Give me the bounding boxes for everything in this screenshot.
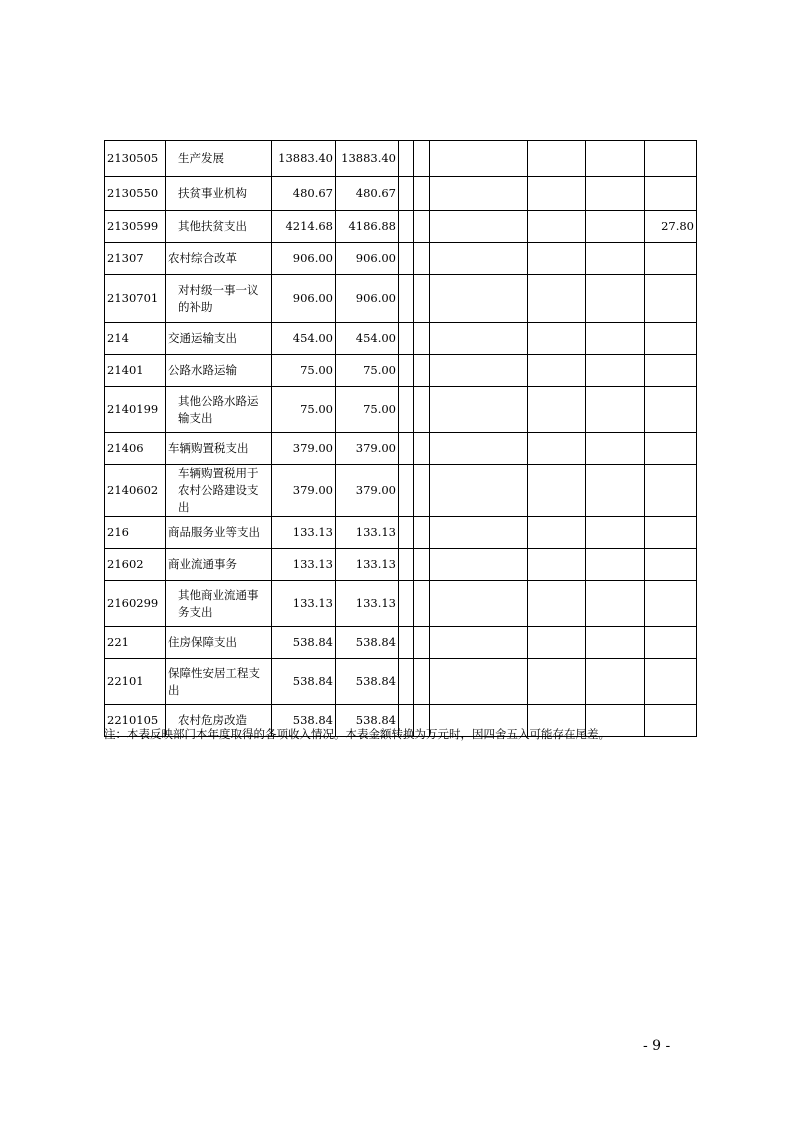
cell-basic: 454.00 <box>336 323 399 355</box>
cell-basic: 133.13 <box>336 517 399 549</box>
cell-col8 <box>645 627 697 659</box>
cell-code: 2130701 <box>105 275 166 323</box>
cell-col4 <box>414 581 430 627</box>
cell-col6 <box>528 581 586 627</box>
cell-col5 <box>430 659 528 705</box>
cell-col7 <box>586 433 645 465</box>
table-row <box>105 323 697 355</box>
cell-col8 <box>645 141 697 177</box>
cell-col8 <box>645 705 697 737</box>
cell-col6 <box>528 517 586 549</box>
cell-col5 <box>430 627 528 659</box>
cell-name: 扶贫事业机构 <box>166 177 272 211</box>
cell-col6 <box>528 627 586 659</box>
cell-col8 <box>645 659 697 705</box>
table-note: 注：本表反映部门本年度取得的各项收入情况。本表金额转换为万元时，因四舍五入可能存在尾差。 <box>104 727 610 741</box>
cell-col6 <box>528 275 586 323</box>
cell-total: 133.13 <box>272 581 336 627</box>
cell-code: 2140199 <box>105 387 166 433</box>
cell-col5 <box>430 275 528 323</box>
cell-col5 <box>430 243 528 275</box>
cell-name: 交通运输支出 <box>166 323 272 355</box>
cell-basic: 480.67 <box>336 177 399 211</box>
table-row <box>105 465 697 517</box>
cell-col8 <box>645 433 697 465</box>
cell-col7 <box>586 465 645 517</box>
cell-col6 <box>528 211 586 243</box>
cell-name: 车辆购置税支出 <box>166 433 272 465</box>
cell-col8 <box>645 517 697 549</box>
cell-basic: 133.13 <box>336 581 399 627</box>
cell-col4 <box>414 627 430 659</box>
cell-col3 <box>399 141 414 177</box>
cell-basic: 906.00 <box>336 275 399 323</box>
cell-col5 <box>430 433 528 465</box>
cell-code: 21406 <box>105 433 166 465</box>
cell-col4 <box>414 355 430 387</box>
cell-col4 <box>414 387 430 433</box>
cell-col3 <box>399 211 414 243</box>
cell-col3 <box>399 549 414 581</box>
cell-col3 <box>399 627 414 659</box>
table-row <box>105 243 697 275</box>
cell-col6 <box>528 243 586 275</box>
cell-total: 454.00 <box>272 323 336 355</box>
cell-col6 <box>528 177 586 211</box>
cell-col4 <box>414 243 430 275</box>
cell-col8 <box>645 581 697 627</box>
cell-name: 对村级一事一议的补助 <box>166 275 272 323</box>
cell-total: 480.67 <box>272 177 336 211</box>
cell-col3 <box>399 659 414 705</box>
cell-col6 <box>528 659 586 705</box>
cell-basic: 4186.88 <box>336 211 399 243</box>
cell-col8 <box>645 549 697 581</box>
cell-name: 住房保障支出 <box>166 627 272 659</box>
table-row <box>105 275 697 323</box>
cell-col5 <box>430 323 528 355</box>
table-row <box>105 517 697 549</box>
cell-code: 21401 <box>105 355 166 387</box>
cell-code: 214 <box>105 323 166 355</box>
cell-col3 <box>399 465 414 517</box>
cell-col6 <box>528 433 586 465</box>
table-row <box>105 433 697 465</box>
cell-col7 <box>586 355 645 387</box>
cell-col7 <box>586 323 645 355</box>
cell-col7 <box>586 211 645 243</box>
cell-col3 <box>399 517 414 549</box>
table-row <box>105 549 697 581</box>
cell-name: 其他商业流通事务支出 <box>166 581 272 627</box>
cell-col5 <box>430 141 528 177</box>
table-body <box>105 141 697 737</box>
cell-total: 75.00 <box>272 355 336 387</box>
cell-code: 22101 <box>105 659 166 705</box>
cell-total: 379.00 <box>272 465 336 517</box>
cell-col7 <box>586 581 645 627</box>
cell-col4 <box>414 659 430 705</box>
cell-col7 <box>586 177 645 211</box>
cell-name: 其他公路水路运输支出 <box>166 387 272 433</box>
table-row <box>105 659 697 705</box>
cell-name: 生产发展 <box>166 141 272 177</box>
table-row <box>105 177 697 211</box>
cell-total: 538.84 <box>272 659 336 705</box>
cell-basic: 379.00 <box>336 465 399 517</box>
cell-col3 <box>399 243 414 275</box>
cell-total: 75.00 <box>272 387 336 433</box>
cell-col4 <box>414 275 430 323</box>
cell-total: 133.13 <box>272 549 336 581</box>
cell-col8 <box>645 465 697 517</box>
table-row <box>105 581 697 627</box>
cell-name: 其他扶贫支出 <box>166 211 272 243</box>
cell-total: 538.84 <box>272 627 336 659</box>
cell-basic: 379.00 <box>336 433 399 465</box>
cell-code: 2210105 <box>105 705 166 737</box>
cell-total: 538.84 <box>272 705 336 737</box>
cell-col4 <box>414 211 430 243</box>
cell-basic: 75.00 <box>336 355 399 387</box>
cell-name: 商业流通事务 <box>166 549 272 581</box>
cell-basic: 906.00 <box>336 243 399 275</box>
page-number: - 9 - <box>643 1038 671 1054</box>
cell-col8 <box>645 323 697 355</box>
cell-basic: 538.84 <box>336 659 399 705</box>
cell-total: 906.00 <box>272 275 336 323</box>
cell-col6 <box>528 465 586 517</box>
cell-col4 <box>414 517 430 549</box>
cell-basic: 538.84 <box>336 705 399 737</box>
cell-col4 <box>414 177 430 211</box>
cell-col5 <box>430 549 528 581</box>
table-row <box>105 211 697 243</box>
table-row <box>105 627 697 659</box>
cell-name: 保障性安居工程支出 <box>166 659 272 705</box>
cell-basic: 75.00 <box>336 387 399 433</box>
cell-code: 2130505 <box>105 141 166 177</box>
cell-col7 <box>586 243 645 275</box>
cell-col8 <box>645 387 697 433</box>
cell-total: 379.00 <box>272 433 336 465</box>
cell-total: 4214.68 <box>272 211 336 243</box>
cell-col4 <box>414 433 430 465</box>
cell-basic: 13883.40 <box>336 141 399 177</box>
table-row <box>105 387 697 433</box>
cell-code: 221 <box>105 627 166 659</box>
cell-code: 216 <box>105 517 166 549</box>
cell-code: 2160299 <box>105 581 166 627</box>
cell-col3 <box>399 323 414 355</box>
cell-basic: 538.84 <box>336 627 399 659</box>
cell-col5 <box>430 177 528 211</box>
cell-col6 <box>528 387 586 433</box>
cell-col4 <box>414 549 430 581</box>
cell-name: 农村综合改革 <box>166 243 272 275</box>
cell-col8: 27.80 <box>645 211 697 243</box>
cell-total: 13883.40 <box>272 141 336 177</box>
cell-col4 <box>414 323 430 355</box>
cell-col7 <box>586 387 645 433</box>
cell-col4 <box>414 465 430 517</box>
cell-col7 <box>586 659 645 705</box>
cell-col8 <box>645 275 697 323</box>
cell-col3 <box>399 355 414 387</box>
cell-col6 <box>528 323 586 355</box>
cell-col6 <box>528 355 586 387</box>
cell-col5 <box>430 581 528 627</box>
cell-col5 <box>430 355 528 387</box>
cell-col7 <box>586 627 645 659</box>
cell-col7 <box>586 549 645 581</box>
cell-col8 <box>645 243 697 275</box>
cell-col6 <box>528 549 586 581</box>
cell-code: 2130599 <box>105 211 166 243</box>
cell-col8 <box>645 355 697 387</box>
cell-col5 <box>430 211 528 243</box>
cell-name: 商品服务业等支出 <box>166 517 272 549</box>
cell-code: 2130550 <box>105 177 166 211</box>
cell-col5 <box>430 465 528 517</box>
cell-col3 <box>399 177 414 211</box>
cell-col3 <box>399 581 414 627</box>
cell-name: 车辆购置税用于农村公路建设支出 <box>166 465 272 517</box>
cell-code: 2140602 <box>105 465 166 517</box>
cell-col7 <box>586 141 645 177</box>
cell-col5 <box>430 387 528 433</box>
cell-code: 21602 <box>105 549 166 581</box>
cell-total: 133.13 <box>272 517 336 549</box>
cell-col5 <box>430 517 528 549</box>
cell-name: 公路水路运输 <box>166 355 272 387</box>
table-row <box>105 355 697 387</box>
cell-col7 <box>586 275 645 323</box>
cell-col6 <box>528 141 586 177</box>
cell-name: 农村危房改造 <box>166 705 272 737</box>
cell-col7 <box>586 517 645 549</box>
table-row <box>105 141 697 177</box>
cell-col3 <box>399 387 414 433</box>
cell-total: 906.00 <box>272 243 336 275</box>
cell-code: 21307 <box>105 243 166 275</box>
cell-col8 <box>645 177 697 211</box>
cell-col4 <box>414 141 430 177</box>
budget-table <box>104 140 697 737</box>
cell-col3 <box>399 275 414 323</box>
cell-col3 <box>399 433 414 465</box>
cell-basic: 133.13 <box>336 549 399 581</box>
